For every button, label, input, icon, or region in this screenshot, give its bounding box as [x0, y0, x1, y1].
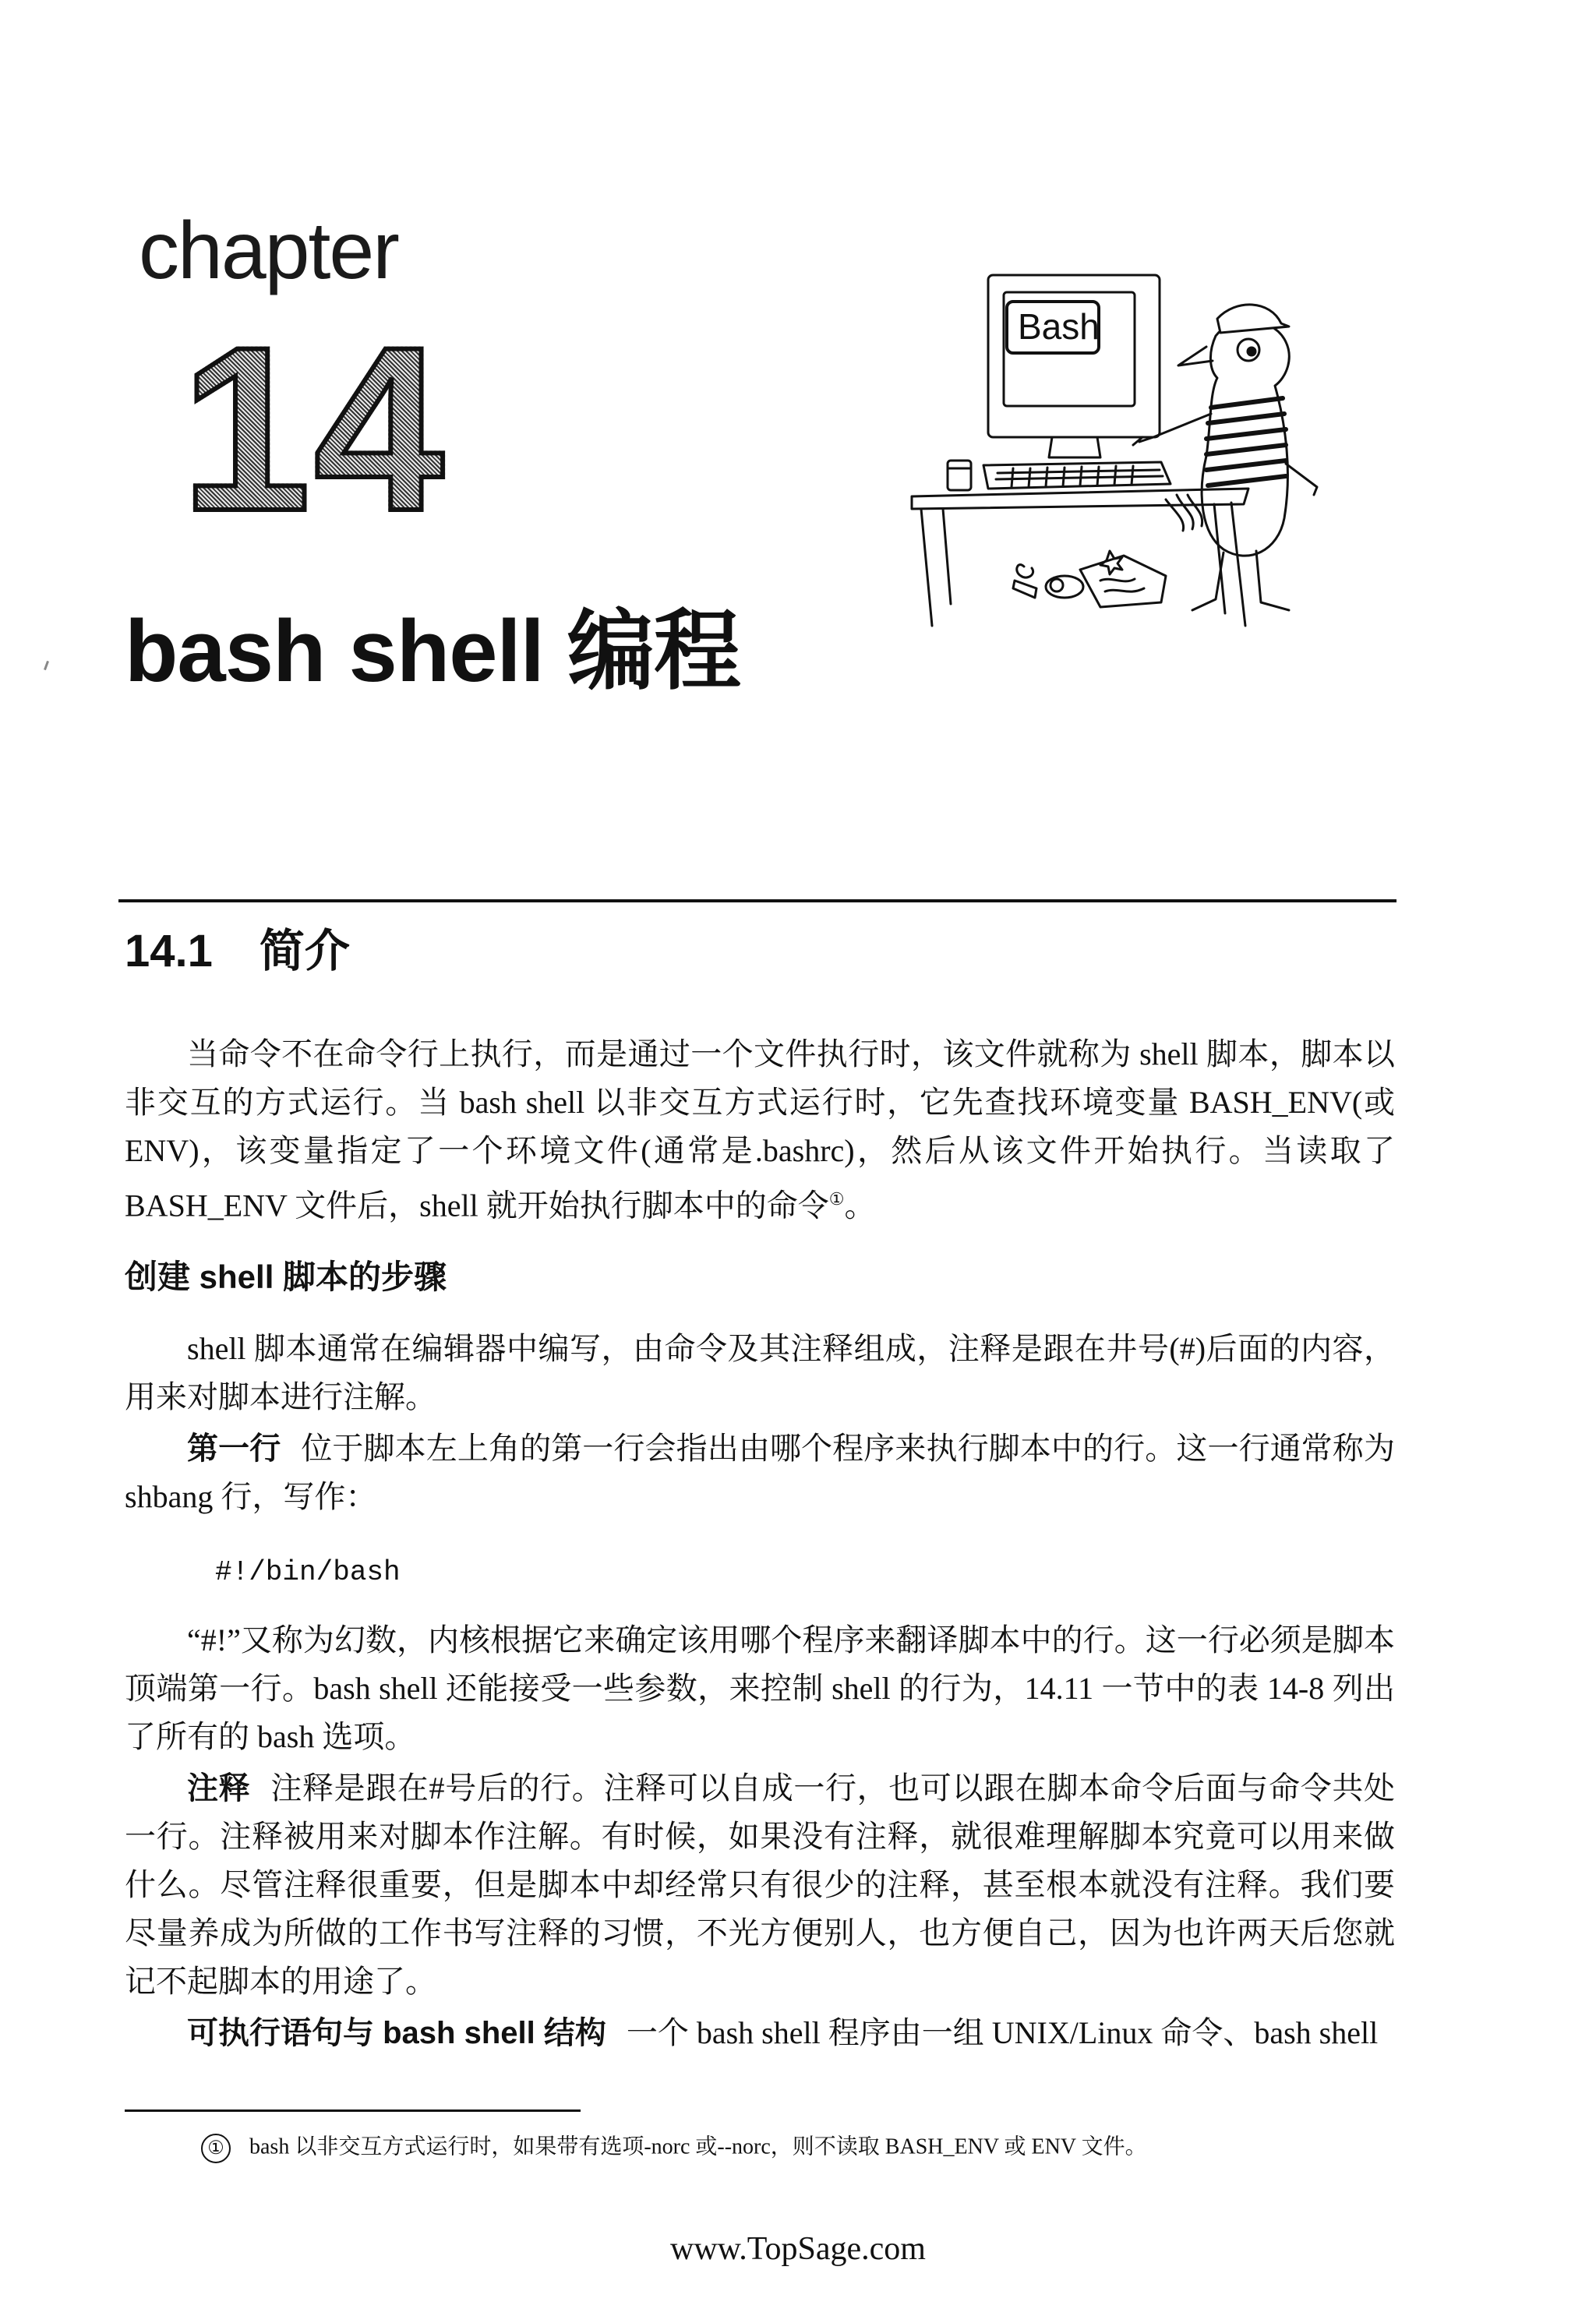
- steps-heading: 创建 shell 脚本的步骤: [125, 1259, 447, 1295]
- comments-label: 注释: [187, 1771, 251, 1806]
- first-line-label: 第一行: [187, 1432, 281, 1466]
- footnote-text: bash 以非交互方式运行时，如果带有选项-norc 或--norc，则不读取 BASH_ENV 或 ENV 文件。: [249, 2134, 1147, 2159]
- shbang-code: #!/bin/bash: [215, 1556, 401, 1588]
- section-number: 14.1: [125, 926, 213, 976]
- screen-label: Bash: [1018, 306, 1100, 347]
- section-title: 简介: [259, 926, 350, 976]
- footnote-divider: [125, 2109, 581, 2112]
- first-line-text: 位于脚本左上角的第一行会指出由哪个程序来执行脚本中的行。这一行通常称为 shbang 行，写作：: [125, 1431, 1396, 1514]
- section-divider: [118, 899, 1396, 902]
- intro-text: 当命令不在命令行上执行，而是通过一个文件执行时，该文件就称为 shell 脚本，脚本以非交互的方式运行。当 bash shell 以非交互方式运行时，它先查找环境变量 BASH_ENV(或 ENV)，该变量指定了一个环境文件(通常是.bashrc)，然后从该文件开始执行。当读取了 BASH_ENV 文件后，shell 就开始执行脚本中的命令: [125, 1036, 1395, 1223]
- intro-paragraph: [125, 1030, 1395, 1230]
- penguin-at-computer-illustration: [896, 261, 1333, 627]
- exec-label: 可执行语句与 bash shell 结构: [187, 2016, 606, 2050]
- scan-speck: [44, 661, 49, 670]
- magic-number-paragraph: “#!”又称为幻数，内核根据它来确定该用哪个程序来翻译脚本中的行。这一行必须是脚本顶端第一行。bash shell 还能接受一些参数，来控制 shell 的行为，14.11 一节中的表 14-8 列出了所有的 bash 选项。: [125, 1622, 1395, 1754]
- intro-end: 。: [844, 1188, 876, 1223]
- footnote: [201, 2134, 1147, 2163]
- chapter-label: chapter: [139, 206, 398, 296]
- footnote-mark: ①: [201, 2134, 231, 2163]
- footnote-reference: ①: [828, 1189, 845, 1209]
- comments-paragraph: [125, 1764, 1395, 2006]
- exec-text: 一个 bash shell 程序由一组 UNIX/Linux 命令、bash shell: [626, 2015, 1379, 2050]
- comments-text: 注释是跟在#号后的行。注释可以自成一行，也可以跟在脚本命令后面与命令共处一行。注释被用来对脚本作注解。有时候，如果没有注释，就很难理解脚本究竟可以用来做什么。尽管注释很重要，但是脚本中却经常只有很少的注释，甚至根本就没有注释。我们要尽量养成为所做的工作书写注释的习惯，不光方便别人，也方便自己，因为也许两天后您就记不起脚本的用途了。: [125, 1771, 1396, 1999]
- section-heading: [125, 926, 350, 976]
- chapter-number: 14: [181, 298, 447, 560]
- steps-paragraph: shell 脚本通常在编辑器中编写，由命令及其注释组成，注释是跟在井号(#)后面的内容，用来对脚本进行注解。: [125, 1331, 1395, 1414]
- footer-site: www.TopSage.com: [670, 2231, 926, 2267]
- exec-paragraph: [125, 2009, 1395, 2057]
- first-line-paragraph: [125, 1425, 1395, 1521]
- chapter-title: bash shell 编程: [125, 602, 740, 700]
